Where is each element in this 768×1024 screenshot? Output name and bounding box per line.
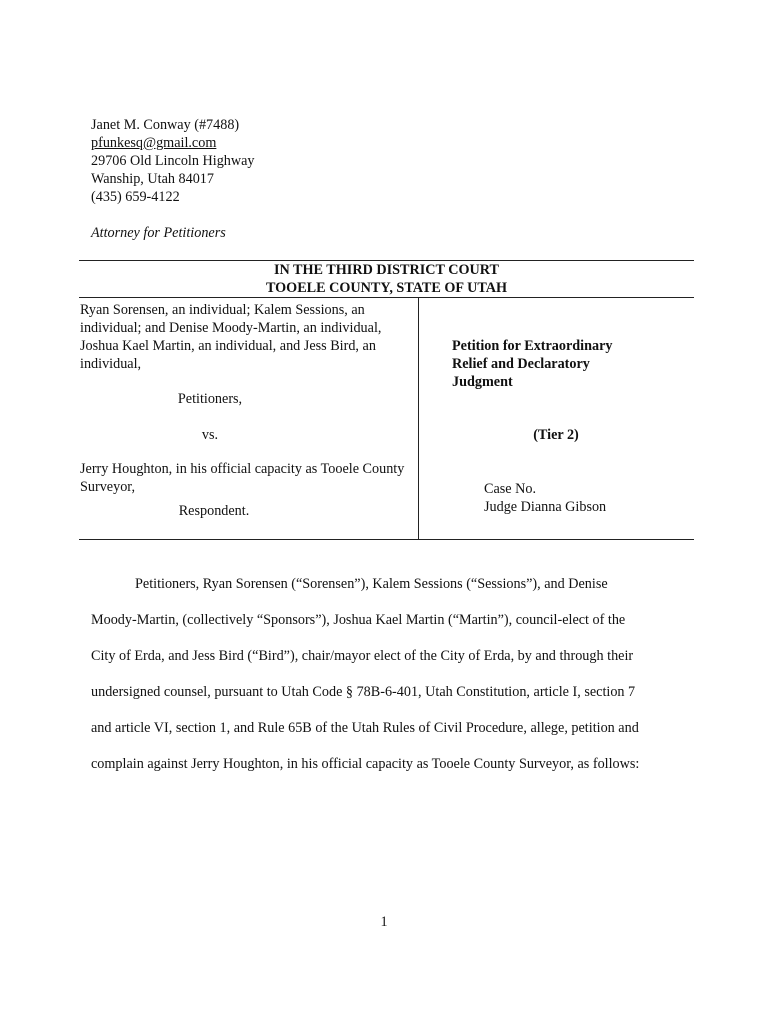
- body-line: City of Erda, and Jess Bird (“Bird”), chair/mayor elect of the City of Erda, by and through their: [91, 648, 634, 664]
- vs-label: vs.: [201, 427, 219, 443]
- judge-name: Judge Dianna Gibson: [484, 499, 607, 515]
- body-line: complain against Jerry Houghton, in his official capacity as Tooele County Surveyor, as follows:: [91, 756, 640, 772]
- attorney-info: [91, 116, 255, 206]
- body-line: undersigned counsel, pursuant to Utah Code § 78B-6-401, Utah Constitution, article I, section 7: [91, 684, 636, 700]
- attorney-address-line1: 29706 Old Lincoln Highway: [91, 153, 255, 169]
- petition-body: [91, 572, 673, 788]
- respondent-names: Jerry Houghton, in his official capacity as Tooele County Surveyor,: [80, 461, 405, 495]
- case-number: Case No.: [484, 481, 537, 497]
- attorney-phone: (435) 659-4122: [91, 189, 180, 205]
- court-header: [79, 261, 694, 297]
- attorney-name: Janet M. Conway (#7488): [91, 117, 240, 133]
- page-number: 1: [380, 914, 388, 930]
- attorney-address-line2: Wanship, Utah 84017: [91, 171, 214, 187]
- caption-column-divider: [418, 298, 419, 539]
- document-title: [452, 337, 652, 391]
- document-title-line3: Judgment: [452, 374, 513, 390]
- attorney-role: Attorney for Petitioners: [91, 225, 226, 241]
- document-title-line1: Petition for Extraordinary: [452, 338, 613, 354]
- caption-bottom-rule: [79, 539, 694, 540]
- court-name: IN THE THIRD DISTRICT COURT: [274, 262, 499, 278]
- petitioners-label: Petitioners,: [177, 391, 243, 407]
- court-county: TOOELE COUNTY, STATE OF UTAH: [265, 280, 508, 296]
- case-info: [484, 480, 606, 516]
- body-line: Petitioners, Ryan Sorensen (“Sorensen”), Kalem Sessions (“Sessions”), and Denise: [135, 576, 608, 592]
- petitioner-names: Ryan Sorensen, an individual; Kalem Sessions, an individual; and Denise Moody-Martin, an individual, Joshua Kael Martin, an individual, and Jess Bird, an individual,: [80, 302, 382, 372]
- respondent-label: Respondent.: [178, 503, 250, 519]
- body-line: and article VI, section 1, and Rule 65B of the Utah Rules of Civil Procedure, allege, petition and: [91, 720, 639, 736]
- attorney-email[interactable]: pfunkesq@gmail.com: [91, 135, 217, 151]
- tier-label: (Tier 2): [533, 427, 579, 443]
- document-title-line2: Relief and Declaratory: [452, 356, 590, 372]
- caption-header-rule: [79, 297, 694, 298]
- body-line: Moody-Martin, (collectively “Sponsors”), Joshua Kael Martin (“Martin”), council-elect of the: [91, 612, 626, 628]
